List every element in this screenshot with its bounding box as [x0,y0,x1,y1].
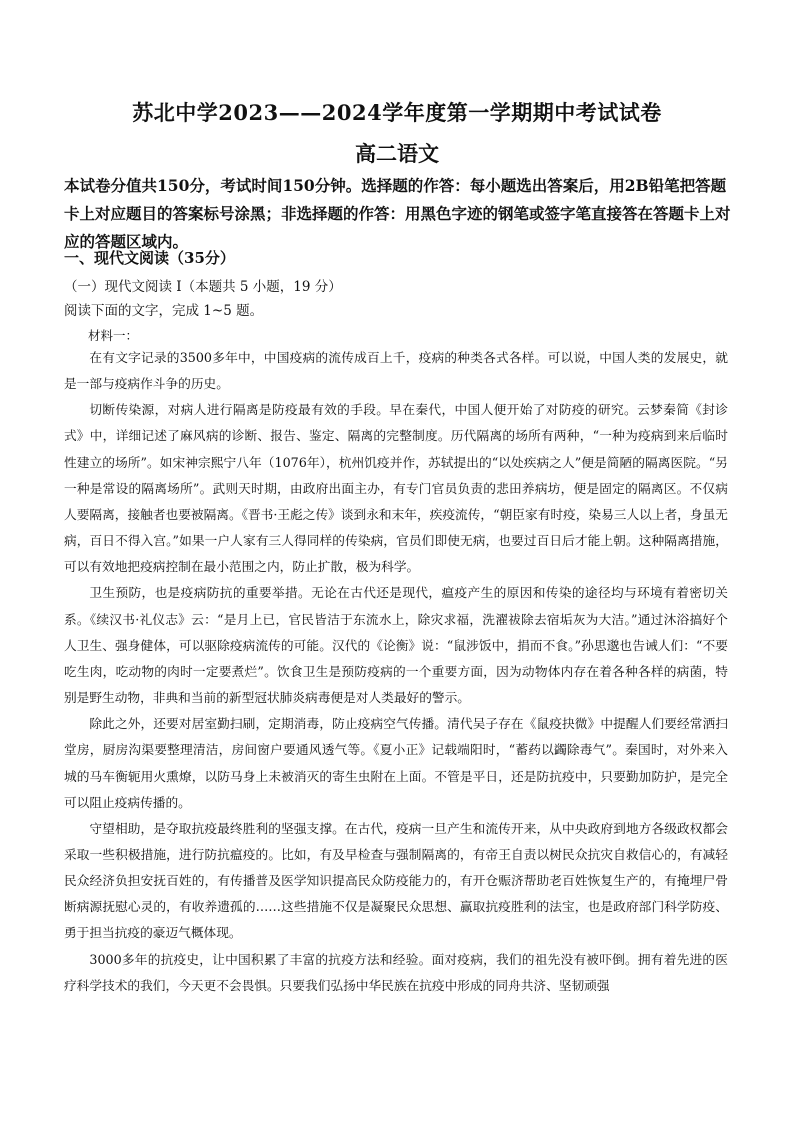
section-heading: 一、现代文阅读（35分） [64,249,235,267]
exam-subject: 高二语文 [355,141,439,166]
passage-paragraph: 卫生预防，也是疫病防抗的重要举措。无论在古代还是现代，瘟疫产生的原因和传染的途径均与环境有着密切关系。《续汉书·礼仪志》云：“是月上已，官民皆洁于东流水上，除灾求福，洗濯祓除去宿垢灰为大洁。”通过沐浴搞好个人卫生、强身健体，可以驱除疫病流传的可能。汉代的《论衡》说：“鼠涉饭中，捐而不食。”孙思邈也告诫人们：“不要吃生肉，吃动物的肉时一定要煮烂”。饮食卫生是预防疫病的一个重要方面，因为动物体内存在着各种各样的病菌，特别是野生动物，非典和当前的新型冠状肺炎病毒便是对人类最好的警示。 [64,585,728,706]
passage-paragraph: 守望相助，是夺取抗疫最终胜利的坚强支撑。在古代，疫病一旦产生和流传开来，从中央政府到地方各级政权都会采取一些积极措施，进行防抗瘟疫的。比如，有及早检查与强制隔离的，有帝王自责以树民众抗灾自救信心的，有减轻民众经济负担安抚百姓的，有传播普及医学知识提高民众防疫能力的，有开仓赈济帮助老百姓恢复生产的，有掩埋尸骨断病源抚慰心灵的，有收养遗孤的……这些措施不仅是凝聚民众思想、赢取抗疫胜利的法宝，也是政府部门科学防疫、勇于担当抗疫的豪迈气概体现。 [64,820,728,941]
exam-instructions: 本试卷分值共150分，考试时间150分钟。选择题的作答：每小题选出答案后，用2B铅笔把答题卡上对应题目的答案标号涂黑；非选择题的作答：用黑色字迹的钢笔或签字笔直接答在答题卡上对应的答题区域内。 [64,176,731,251]
passage-paragraph: 除此之外，还要对居室勤扫刷，定期消毒，防止疫病空气传播。清代吴子存在《鼠疫抉微》中提醒人们要经常洒扫堂房，厨房沟渠要整理清洁，房间窗户要通风透气等。《夏小正》记载端阳时，“蓄药以蠲除毒气”。秦国时，对外来入城的马车衡轭用火熏燎，以防马身上未被消灭的寄生虫附在上面。不管是平日，还是防抗疫中，只要勤加防护，是完全可以阻止疫病传播的。 [64,716,728,810]
passage-paragraph: 在有文字记录的3500多年中，中国疫病的流传成百上千，疫病的种类各式各样。可以说，中国人类的发展史，就是一部与疫病作斗争的历史。 [64,350,728,392]
passage-paragraph: 切断传染源，对病人进行隔离是防疫最有效的手段。早在秦代，中国人便开始了对防疫的研究。云梦秦简《封诊式》中，详细记述了麻风病的诊断、报告、鉴定、隔离的完整制度。历代隔离的场所有两种，“一种为疫病到来后临时性建立的场所”。如宋神宗熙宁八年（1076年），杭州饥疫并作，苏轼提出的“以处疾病之人”便是简陋的隔离医院。“另一种是常设的隔离场所”。武则天时期，由政府出面主办，有专门官员负责的悲田养病坊，便是固定的隔离区。不仅病人要隔离，接触者也要被隔离。《晋书·王彪之传》谈到永和末年，疾疫流传，“朝臣家有时疫，染易三人以上者，身虽无病，百日不得入宫。”如果一户人家有三人得同样的传染病，官员们即使无病，也要过百日后才能上朝。这种隔离措施，可以有效地把疫病控制在最小范围之内，防止扩散，极为科学。 [64,402,728,575]
passage-paragraph: 3000多年的抗疫史，让中国积累了丰富的抗疫方法和经验。面对疫病，我们的祖先没有被吓倒。拥有着先进的医疗科学技术的我们，今天更不会畏惧。只要我们弘扬中华民族在抗疫中形成的同舟共济、坚韧顽强 [64,951,728,993]
reading-prompt: 阅读下面的文字，完成 1~5 题。 [64,303,264,319]
exam-title: 苏北中学2023——2024学年度第一学期期中考试试卷 [132,100,662,125]
subsection-heading: （一）现代文阅读 I（本题共 5 小题，19 分） [64,279,342,295]
passage-body [64,345,728,999]
material-label: 材料一： [88,328,139,343]
